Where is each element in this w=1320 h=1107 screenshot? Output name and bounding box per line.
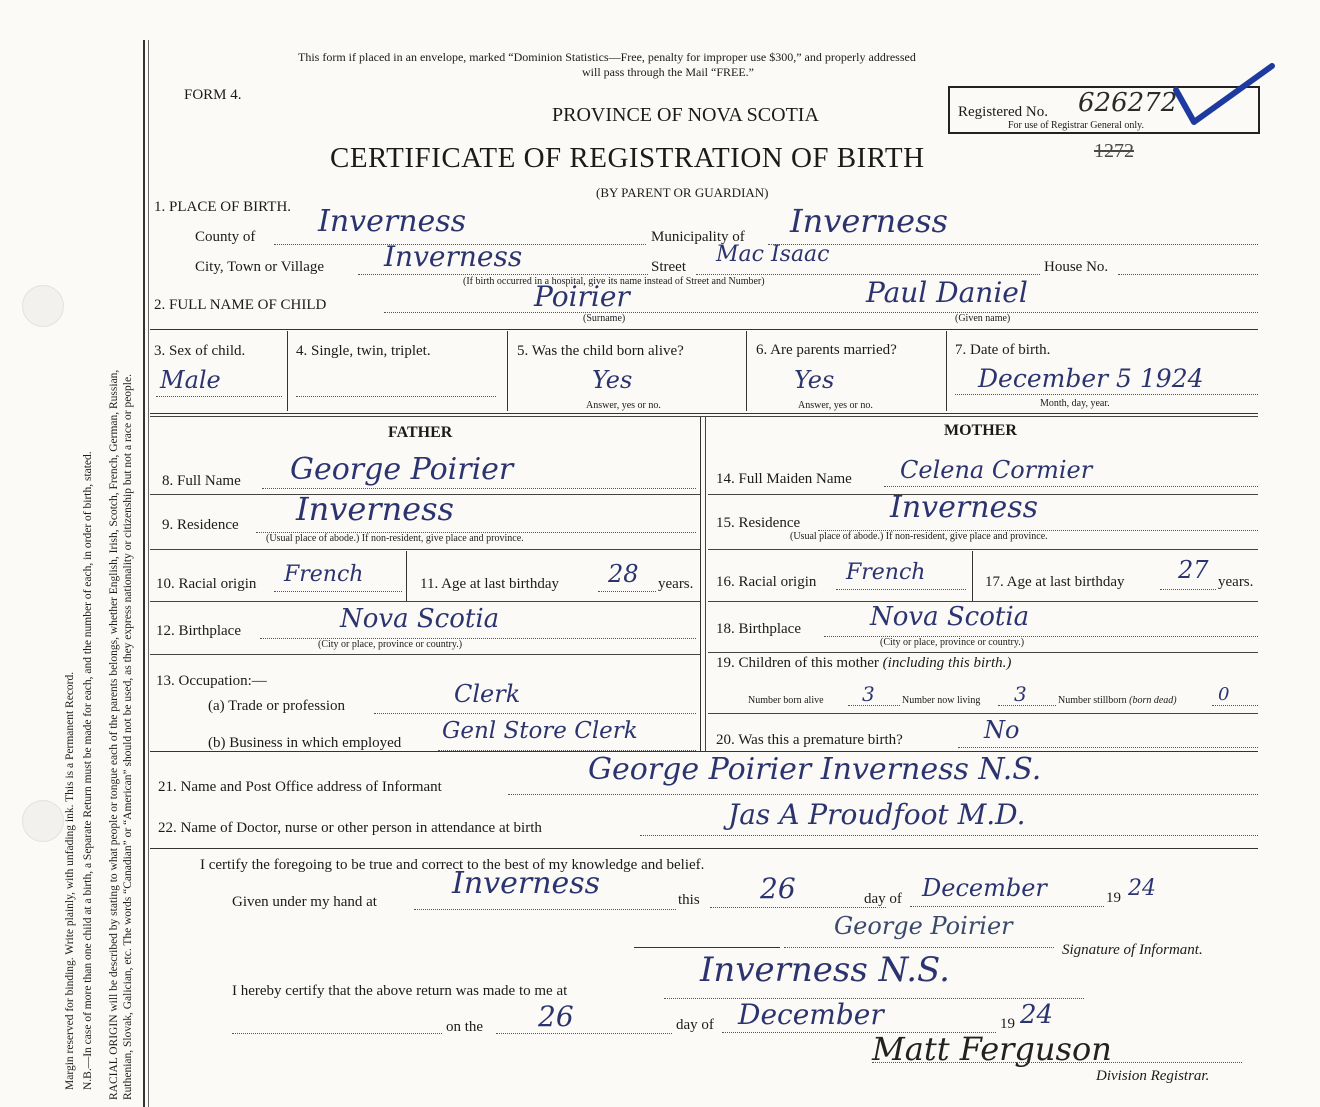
business-value: Genl Store Clerk [442,718,638,744]
certify-statement: I certify the foregoing to be true and correct to the best of my knowledge and belief. [200,857,705,873]
mother-racial-label: 16. Racial origin [716,574,817,590]
trade-label: (a) Trade or profession [208,698,346,714]
parents-married-value: Yes [794,366,835,394]
child-given-name: Paul Daniel [866,276,1028,309]
mother-years-label: years. [1218,574,1254,590]
province-title: PROVINCE OF NOVA SCOTIA [552,104,819,126]
given-note: (Given name) [955,313,1011,324]
father-heading: FATHER [388,424,453,441]
registered-label: Registered No. [958,104,1048,120]
doctor-value: Jas A Proudfoot M.D. [728,798,1026,831]
stillborn-count-label [1058,695,1177,706]
binding-hole [22,285,64,327]
place-of-birth-label: 1. PLACE OF BIRTH. [154,199,292,215]
return-year-prefix: 19 [1000,1016,1015,1032]
father-age-value: 28 [608,560,639,588]
father-residence-label: 9. Residence [162,517,239,533]
return-day-of-label: day of [676,1017,714,1033]
born-alive-value: Yes [592,366,633,394]
sex-value: Male [160,366,221,394]
municipality-value: Inverness [790,202,948,240]
mother-residence-value: Inverness [890,490,1039,525]
mother-abode-note: (Usual place of abode.) If non-resident, give place and province. [790,531,1048,542]
margin-line [148,40,149,1107]
date-of-birth-label: 7. Date of birth. [955,342,1051,358]
street-label: Street [651,259,686,275]
municipality-label: Municipality of [651,229,745,245]
born-alive-note: Answer, yes or no. [586,400,661,411]
mother-age-value: 27 [1178,556,1209,584]
children-note: (including this birth.) [882,655,1012,671]
given-day-value: 26 [760,872,796,905]
margin-text-nb: N.B.—In case of more than one child at a birth, a Separate Return must be made for each, and the number of each, in order of birth, stated. [82,451,94,1090]
given-year-value: 24 [1128,876,1156,901]
day-of-label: day of [864,891,902,907]
business-label: (b) Business in which employed [208,735,402,751]
informant-signature-label: Signature of Informant. [1062,942,1203,958]
father-residence-value: Inverness [296,490,454,528]
postal-notice-line1: This form if placed in an envelope, marked “Dominion Statistics—Free, penalty for improper use $300,” and properly addressed [298,50,916,64]
return-day-value: 26 [538,1000,574,1033]
born-alive-label: 5. Was the child born alive? [517,343,684,359]
on-the-label: on the [446,1019,484,1035]
form-number: FORM 4. [184,87,242,103]
single-twin-label: 4. Single, twin, triplet. [296,343,431,359]
county-value: Inverness [318,204,467,239]
trade-value: Clerk [454,680,521,708]
return-place-value: Inverness N.S. [700,950,950,990]
doctor-label: 22. Name of Doctor, nurse or other person in attendance at birth [158,820,542,836]
informant-label: 21. Name and Post Office address of Informant [158,779,442,795]
registrar-label: Division Registrar. [1096,1068,1210,1084]
crossed-number: 1272 [1094,140,1134,162]
father-racial-label: 10. Racial origin [156,576,257,592]
stillborn-note: (born dead) [1129,695,1177,706]
given-month-value: December [922,874,1047,902]
stillborn-count-value: 0 [1218,684,1230,705]
informant-signature: George Poirier [834,912,1013,940]
mother-birthplace-note: (City or place, province or country.) [880,637,1025,648]
parents-married-label: 6. Are parents married? [756,342,897,358]
registrar-signature: Matt Ferguson [872,1030,1112,1068]
binding-hole [22,800,64,842]
father-name-value: George Poirier [290,452,514,487]
street-value: Mac Isaac [716,242,830,267]
given-place-value: Inverness [452,866,601,901]
given-under-label: Given under my hand at [232,894,377,910]
father-birthplace-label: 12. Birthplace [156,623,241,639]
born-alive-count-label: Number born alive [748,695,824,706]
city-value: Inverness [384,240,523,273]
premature-value: No [984,716,1020,744]
children-label-text: 19. Children of this mother [716,655,879,671]
occupation-label: 13. Occupation:— [156,673,267,689]
living-count-label: Number now living [902,695,981,706]
children-label [716,655,1011,672]
registered-note: For use of Registrar General only. [1008,120,1144,131]
mother-residence-label: 15. Residence [716,515,801,531]
house-label: House No. [1044,259,1109,275]
return-label: I hereby certify that the above return was made to me at [232,983,568,999]
child-surname: Poirier [534,280,630,313]
registered-number: 626272 [1078,88,1178,118]
father-years-label: years. [658,576,694,592]
surname-note: (Surname) [583,313,626,324]
page-title: CERTIFICATE OF REGISTRATION OF BIRTH [330,142,925,174]
father-racial-value: French [284,562,364,587]
page-subtitle: (BY PARENT OR GUARDIAN) [596,185,769,200]
margin-text-racial: RACIAL ORIGIN will be described by stating to what people or tongue each of the parents belongs, whether English, Irish, Scotch, French, German, Russian, [108,369,120,1100]
hospital-note: (If birth occurred in a hospital, give its name instead of Street and Number) [463,276,765,287]
mother-birthplace-label: 18. Birthplace [716,621,801,637]
margin-line [143,40,145,1107]
margin-text-binding: Margin reserved for binding. Write plainly, with unfading ink. This is a Permanent Record. [64,671,76,1090]
premature-label: 20. Was this a premature birth? [716,732,903,748]
mother-name-value: Celena Cormier [900,456,1093,484]
mother-racial-value: French [846,560,926,585]
date-of-birth-value: December 5 1924 [978,364,1204,393]
city-label: City, Town or Village [195,259,325,275]
father-birthplace-value: Nova Scotia [340,604,500,634]
this-label: this [678,892,700,908]
margin-text-racial-cont: Ruthenian, Slovak, Galician, etc. The words “Canadian” or “American” should not be used, as they express nationality or citizenship but not a race or people. [122,374,134,1100]
father-name-label: 8. Full Name [162,473,241,489]
date-of-birth-note: Month, day, year. [1040,398,1110,409]
born-alive-count-value: 3 [862,682,875,706]
mother-age-label: 17. Age at last birthday [985,574,1125,590]
mother-heading: MOTHER [944,422,1017,439]
postal-notice [298,50,916,80]
mother-name-label: 14. Full Maiden Name [716,471,852,487]
child-name-label: 2. FULL NAME OF CHILD [154,297,327,313]
father-age-label: 11. Age at last birthday [420,576,559,592]
return-month-value: December [738,998,884,1031]
mother-birthplace-value: Nova Scotia [870,602,1030,632]
return-year-value: 24 [1020,1000,1054,1030]
parents-married-note: Answer, yes or no. [798,400,873,411]
sex-label: 3. Sex of child. [154,343,246,359]
living-count-value: 3 [1014,682,1027,706]
informant-value: George Poirier Inverness N.S. [588,752,1042,787]
stillborn-label-text: Number stillborn [1058,695,1127,706]
father-abode-note: (Usual place of abode.) If non-resident, give place and province. [266,533,524,544]
checkmark-icon [1168,60,1278,130]
given-year-prefix: 19 [1106,890,1121,906]
county-label: County of [195,229,256,245]
father-birthplace-note: (City or place, province or country.) [318,639,463,650]
postal-notice-line2: will pass through the Mail “FREE.” [582,65,754,79]
